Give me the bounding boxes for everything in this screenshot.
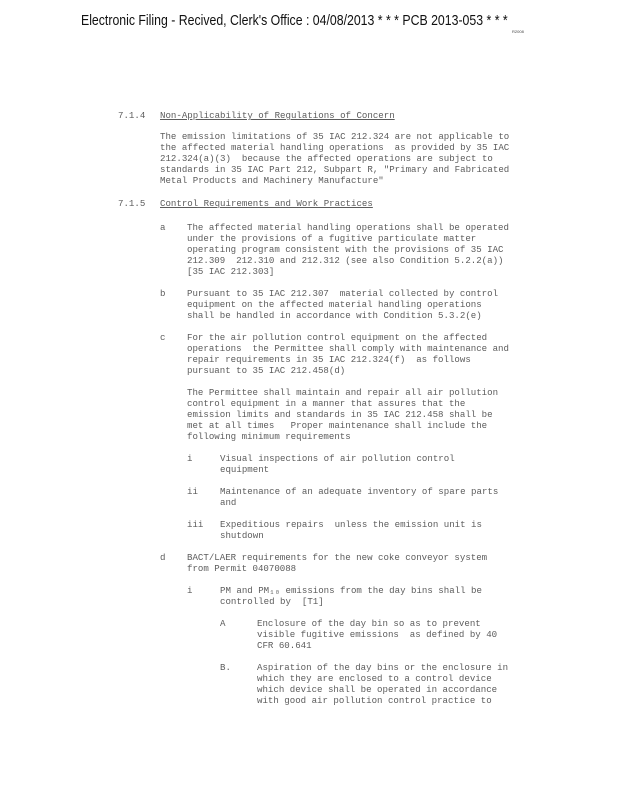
section-714-line: 212.324(a)(3) because the affected operations are subject to [160,153,493,164]
item-d-sub-b-line: with good air pollution control practice to [257,695,492,706]
item-b-line: shall be handled in accordance with Condition 5.3.2(e) [187,310,482,321]
stamp-suffix: R2008 [512,29,524,34]
subitem-i-line: Visual inspections of air pollution control [220,453,455,464]
item-b-line: equipment on the affected material handling operations [187,299,482,310]
item-d-sub-a-line: Enclosure of the day bin so as to prevent [257,618,481,629]
section-714-line: standards in 35 IAC Part 212, Subpart R, "Primary and Fabricated [160,164,510,175]
item-d-sub-a-label: A [220,618,226,629]
item-d-label: d [160,552,166,563]
section-714-line: Metal Products and Machinery Manufacture" [160,175,384,186]
item-c-para2-line: The Permittee shall maintain and repair all air pollution [187,387,499,398]
item-d-sub-a-line: visible fugitive emissions as defined by 40 [257,629,498,640]
subitem-iii-line: Expeditious repairs unless the emission unit is [220,519,482,530]
item-a-label: a [160,222,166,233]
item-a-line: The affected material handling operations shall be operated [187,222,509,233]
item-b-label: b [160,288,166,299]
item-c-para2-line: control equipment in a manner that assures that the [187,398,466,409]
item-d-sub-i-line: PM and PM₁₀ emissions from the day bins shall be [220,585,482,596]
item-c-line: pursuant to 35 IAC 212.458(d) [187,365,346,376]
item-b-line: Pursuant to 35 IAC 212.307 material collected by control [187,288,499,299]
subitem-ii-line: and [220,497,237,508]
item-a-line: 212.309 212.310 and 212.312 (see also Condition 5.2.2(a)) [187,255,504,266]
section-number-714: 7.1.4 [118,110,146,121]
item-a-line: [35 IAC 212.303] [187,266,275,277]
subitem-ii-line: Maintenance of an adequate inventory of spare parts [220,486,499,497]
item-a-line: under the provisions of a fugitive particulate matter [187,233,477,244]
item-c-line: operations the Permittee shall comply with maintenance and [187,343,509,354]
item-c-para2-line: following minimum requirements [187,431,351,442]
filing-stamp: Electronic Filing - Recived, Clerk's Office : 04/08/2013 * * * PCB 2013-053 * * * [81,12,508,29]
subitem-iii-label: iii [187,519,204,530]
item-c-label: c [160,332,166,343]
subitem-iii-line: shutdown [220,530,264,541]
item-c-para2-line: met at all times Proper maintenance shall include the [187,420,488,431]
subitem-i-line: equipment [220,464,270,475]
item-d-sub-i-label: i [187,585,193,596]
item-d-sub-b-line: which device shall be operated in accordance [257,684,498,695]
item-d-sub-b-line: which they are enclosed to a control device [257,673,492,684]
item-d-sub-b-line: Aspiration of the day bins or the enclosure in [257,662,509,673]
section-title-715: Control Requirements and Work Practices [160,198,373,209]
item-a-line: operating program consistent with the provisions of 35 IAC [187,244,504,255]
item-c-para2-line: emission limits and standards in 35 IAC 212.458 shall be [187,409,493,420]
item-d-sub-i-line: controlled by [T1] [220,596,324,607]
item-c-line: repair requirements in 35 IAC 212.324(f) as follows [187,354,471,365]
section-714-line: The emission limitations of 35 IAC 212.324 are not applicable to [160,131,510,142]
item-d-sub-b-label: B. [220,662,231,673]
subitem-i-label: i [187,453,193,464]
item-d-line: BACT/LAER requirements for the new coke conveyor system [187,552,488,563]
section-number-715: 7.1.5 [118,198,146,209]
item-d-sub-a-line: CFR 60.641 [257,640,312,651]
item-d-line: from Permit 04070088 [187,563,297,574]
item-c-line: For the air pollution control equipment on the affected [187,332,488,343]
subitem-ii-label: ii [187,486,198,497]
section-714-line: the affected material handling operations as provided by 35 IAC [160,142,510,153]
section-title-714: Non-Applicability of Regulations of Concern [160,110,395,121]
